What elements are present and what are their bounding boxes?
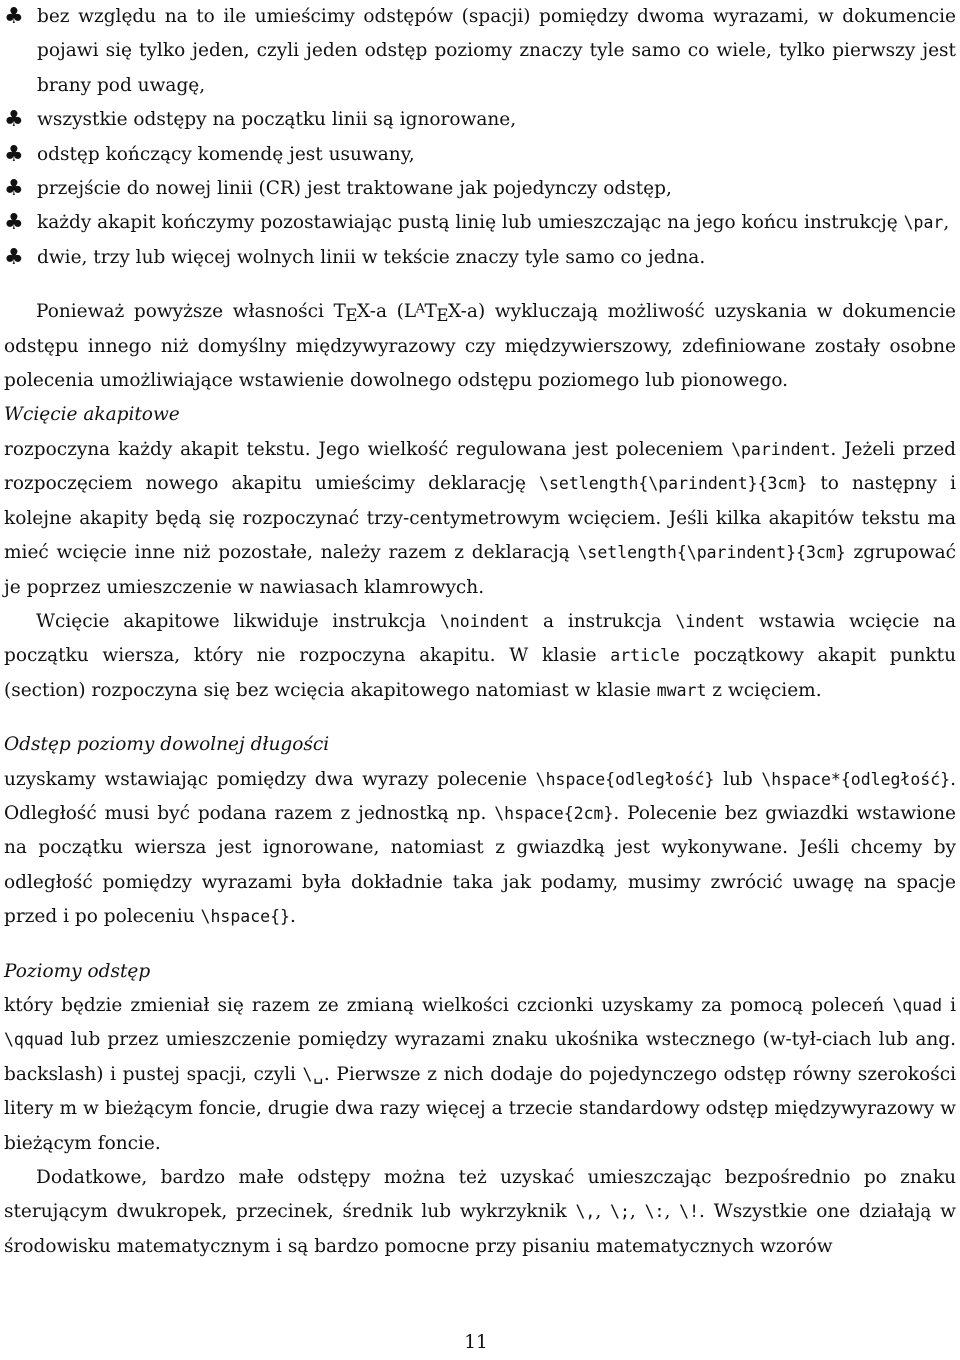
club-suit-icon: ♣ (4, 210, 24, 236)
list-item (4, 206, 956, 240)
text: Ponieważ powyższe własności (36, 301, 334, 323)
indent-paragraph-2: Wcięcie akapitowe likwiduje instrukcja \noindent a instrukcja \indent wstawia wcięcie na początku wiersza, który nie rozpoczyna akapitu. W klasie article początkowy akapit punktu (section) rozpoczyna się bez wcięcia akapitowego natomiast w klasie mwart z wcięciem. (4, 610, 956, 701)
inline-code: \quad (892, 995, 943, 1015)
club-suit-icon: ♣ (4, 141, 24, 167)
tex-logo: $T_EX$ (333, 301, 370, 326)
list-item (4, 103, 956, 137)
hspace-paragraph: uzyskamy wstawiając pomiędzy dwa wyrazy polecenie \hspace{odległość} lub \hspace*{odległość}. Odległość musi być podana razem z jednostką np. \hspace{2cm}. Polecenie bez gwiazdki wstawione na początku wiersza jest ignorowane, natomiast z gwiazdką jest wykonywane. Jeśli chcemy by odległość pomiędzy wyrazami była dokładnie taka jak podamy, musimy zwrócić uwagę na spacje przed i po poleceniu \hspace{}. (4, 768, 956, 928)
inline-code: \qquad (4, 1030, 64, 1050)
text: -a) wykluczają możliwość uzyskania w dokumencie odstępu innego niż domyślny międzywyrazowy czy międzywierszowy, zdefiniowane zostały osobne polecenia umożliwiające wstawienie dowolnego odstępu poziomego lub pionowego. (4, 301, 956, 392)
club-suit-icon: ♣ (4, 4, 24, 29)
list-item-text: dwie, trzy lub więcej wolnych linii w tekście znaczy tyle samo co jedna. (37, 246, 706, 268)
intro-paragraph (4, 295, 956, 398)
list-item (4, 172, 956, 206)
inline-code: \parindent (731, 439, 831, 459)
list-item-text: każdy akapit kończymy pozostawiając pustą linię lub umieszczając na jego końcu instrukcję (37, 212, 904, 234)
inline-code: \par (903, 213, 944, 233)
list-item-text: odstęp kończący komendę jest usuwany, (37, 143, 415, 165)
page-number: 11 (464, 1332, 488, 1353)
inline-code: \setlength{\parindent}{3cm} (539, 474, 808, 494)
section-heading-hspace: Odstęp poziomy dowolnej długości (4, 734, 330, 756)
inline-code: \hspace{} (200, 907, 290, 927)
inline-code: \␣ (302, 1064, 324, 1084)
rules-list (4, 0, 956, 275)
list-item (4, 138, 956, 172)
club-suit-icon: ♣ (4, 107, 24, 133)
list-item-text: bez względu na to ile umieścimy odstępów (spacji) pomiędzy dwoma wyrazami, w dokumencie pojawi się tylko jeden, czyli jeden odstęp poziomy znaczy tyle samo co wiele, tylko pierwszy jest brany pod uwagę, (37, 6, 956, 96)
text: -a ( (369, 301, 404, 323)
inline-code: \indent (675, 611, 745, 631)
space-paragraph-2: Dodatkowe, bardzo małe odstępy można też uzyskać umieszczając bezpośrednio po znaku sterującym dwukropek, przecinek, średnik lub wykrzyknik \,, \;, \:, \!. Wszystkie one działają w środowisku matematycznym i są bardzo pomocne przy pisaniu matematycznych wzorów (4, 1167, 957, 1257)
section-heading-space: Poziomy odstęp (4, 960, 151, 982)
space-paragraph-1: który będzie zmieniał się razem ze zmianą wielkości czcionki uzyskamy za pomocą poleceń \quad i \qquad lub przez umieszczenie pomiędzy wyrazami znaku ukośnika wstecznego (w-tył-ciach lub ang. backslash) i pustej spacji, czyli \␣. Pierwsze z nich dodaje do pojedynczego odstęp równy szerokości litery m w bieżącym foncie, drugie dwa razy więcej a trzecie standardowy odstęp międzywyrazowy w bieżącym foncie. (4, 994, 956, 1154)
document-page (4, 0, 956, 1264)
latex-logo: $L^AT_EX$ (403, 301, 461, 326)
list-item-text: przejście do nowej linii (CR) jest traktowane jak pojedynczy odstęp, (37, 178, 672, 200)
inline-code: \hspace*{odległość} (761, 769, 951, 789)
inline-code: \noindent (439, 611, 530, 631)
indent-paragraph-1: rozpoczyna każdy akapit tekstu. Jego wielkość regulowana jest poleceniem \parindent. Jeżeli przed rozpoczęciem nowego akapitu umieścimy deklarację \setlength{\parindent}{3cm} to następny i kolejne akapity będą się rozpoczynać trzy-centymetrowym wcięciem. Jeśli kilka akapitów tekstu ma mieć wcięcie inne niż pozostałe, należy razem z deklaracją \setlength{\parindent}{3cm} zgrupować je poprzez umieszczenie w nawiasach klamrowych. (4, 438, 957, 598)
inline-code: \hspace{2cm} (494, 803, 614, 823)
inline-code: \setlength{\parindent}{3cm} (577, 543, 846, 563)
list-item-text: , (943, 212, 950, 234)
list-item-text: wszystkie odstępy na początku linii są ignorowane, (37, 109, 517, 131)
inline-code: mwart (656, 680, 707, 700)
club-suit-icon: ♣ (4, 244, 24, 270)
inline-code: \, (575, 1202, 596, 1222)
club-suit-icon: ♣ (4, 176, 24, 202)
list-item (4, 241, 956, 275)
inline-code: \! (679, 1202, 700, 1222)
inline-code: \; (610, 1202, 630, 1222)
inline-code: article (610, 646, 680, 666)
list-item (4, 0, 956, 103)
section-heading-indent: Wcięcie akapitowe (4, 404, 180, 426)
inline-code: \hspace{odległość} (535, 769, 715, 789)
inline-code: \: (644, 1202, 665, 1222)
